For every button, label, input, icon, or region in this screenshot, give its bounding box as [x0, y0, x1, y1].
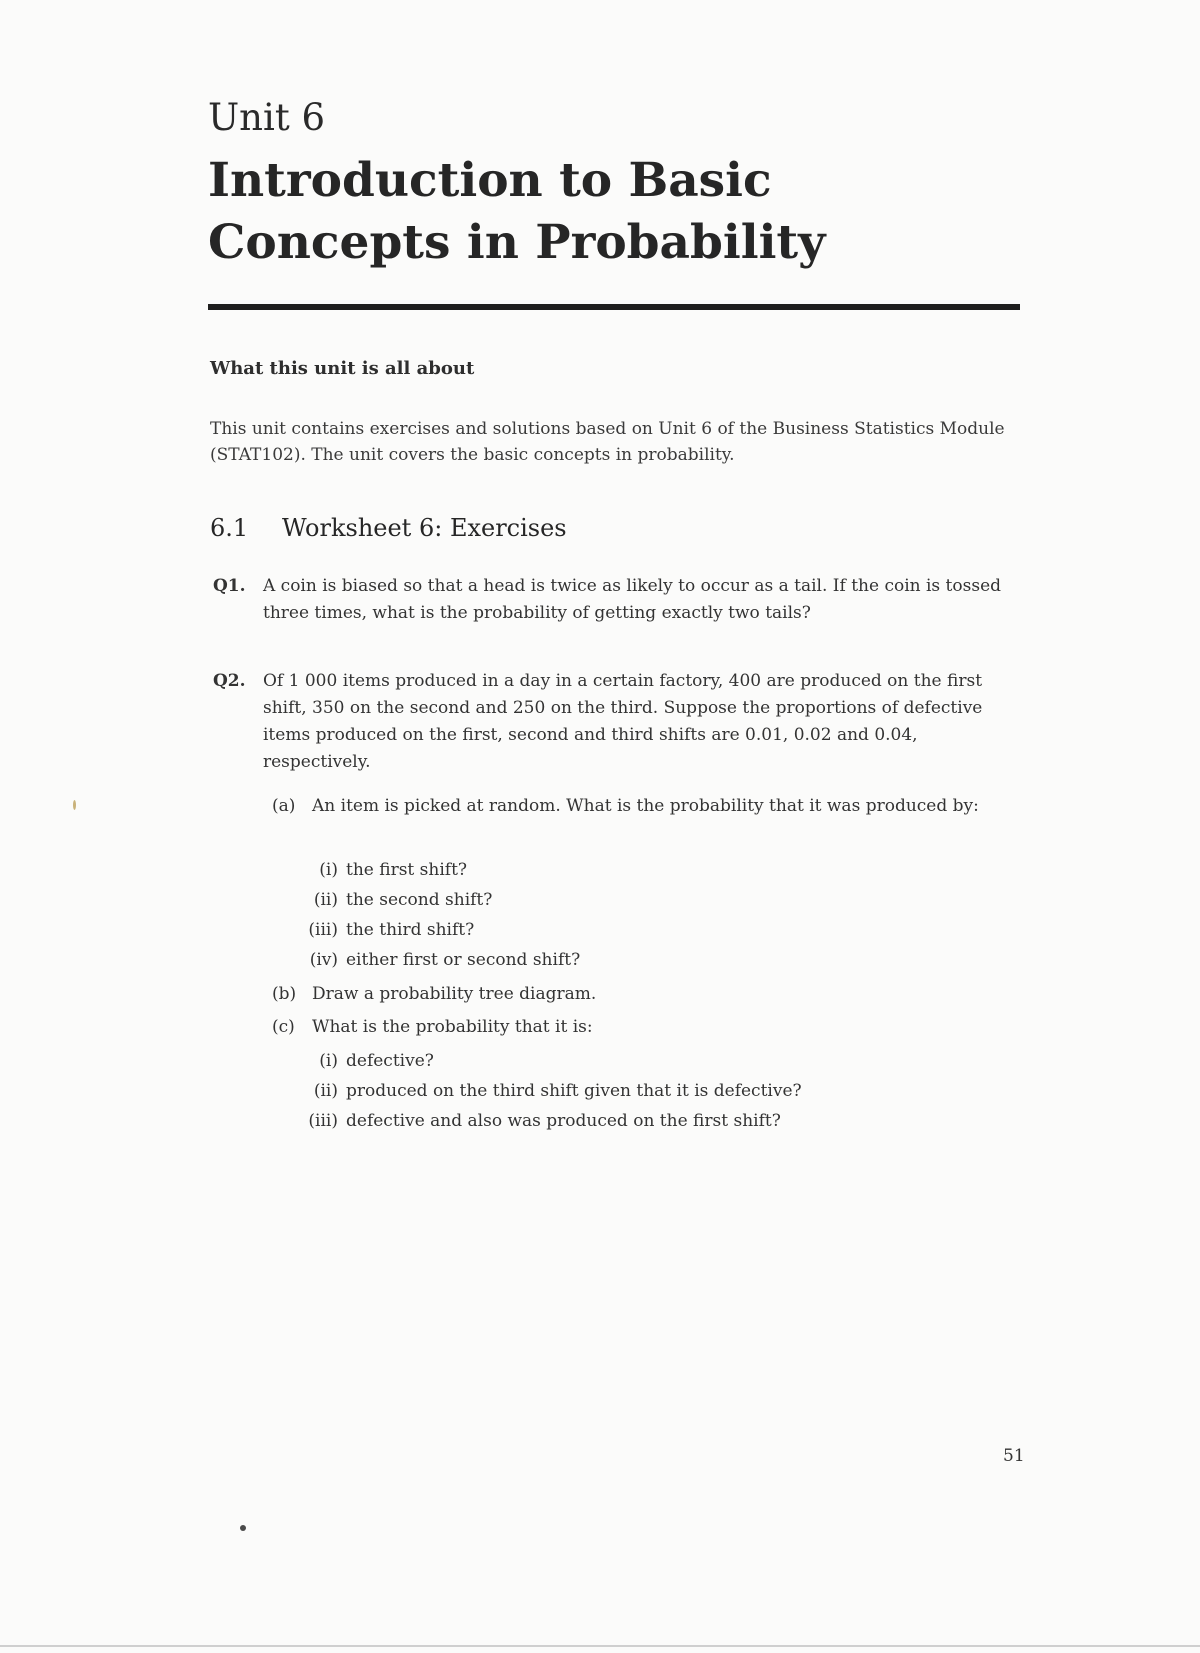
- section-number: 6.1: [210, 514, 249, 542]
- question-label: Q2.: [213, 671, 246, 691]
- question-2: [213, 668, 1023, 776]
- chapter-title: Introduction to Basic Concepts in Probability: [208, 153, 826, 270]
- subpart-text: the first shift?: [346, 860, 468, 880]
- subpart-label: (ii): [313, 890, 338, 910]
- about-heading: What this unit is all about: [210, 358, 475, 379]
- subpart-label: (ii): [313, 1081, 338, 1101]
- subpart-text: the third shift?: [346, 920, 475, 940]
- question-1: [213, 573, 1023, 627]
- question-part-b: [272, 981, 1024, 1008]
- subpart-text: defective and also was produced on the first shift?: [346, 1111, 781, 1131]
- subpart-a-i: [296, 857, 936, 884]
- part-text: An item is picked at random. What is the probability that it was produced by:: [312, 796, 979, 816]
- question-part-a: [272, 793, 1024, 820]
- section-heading: [210, 514, 567, 542]
- chapter-title-rule: [208, 304, 1020, 310]
- subpart-c-iii: [296, 1108, 936, 1135]
- subpart-c-ii: [296, 1078, 936, 1105]
- question-text: A coin is biased so that a head is twice as likely to occur as a tail. If the coin is tossed three times, what is the probability of getting exactly two tails?: [263, 576, 1002, 623]
- scan-bottom-edge: [0, 1645, 1200, 1647]
- part-text: What is the probability that it is:: [312, 1017, 593, 1037]
- subpart-text: defective?: [346, 1051, 434, 1071]
- question-label: Q1.: [213, 576, 246, 596]
- unit-label: Unit 6: [208, 96, 326, 139]
- scan-speck: [73, 800, 76, 810]
- subpart-label: (i): [319, 860, 338, 880]
- part-label: (b): [272, 984, 297, 1004]
- subpart-text: either first or second shift?: [346, 950, 581, 970]
- section-title: Worksheet 6: Exercises: [282, 514, 567, 542]
- subpart-label: (iii): [308, 920, 338, 940]
- subpart-label: (iv): [309, 950, 338, 970]
- part-label: (c): [272, 1017, 295, 1037]
- part-text: Draw a probability tree diagram.: [312, 984, 597, 1004]
- intro-paragraph: This unit contains exercises and solutions based on Unit 6 of the Business Statistics Module (STAT102). The unit covers the basic concepts in probability.: [210, 419, 1005, 465]
- scan-speck: [240, 1525, 246, 1531]
- question-text: Of 1 000 items produced in a day in a certain factory, 400 are produced on the first shift, 350 on the second and 250 on the third. Suppose the proportions of defective items produced on the first, second and third shifts are 0.01, 0.02 and 0.04, respectively.: [263, 671, 983, 772]
- subpart-a-iii: [296, 917, 936, 944]
- subpart-text: the second shift?: [346, 890, 493, 910]
- subpart-a-ii: [296, 887, 936, 914]
- part-label: (a): [272, 796, 296, 816]
- subpart-label: (i): [319, 1051, 338, 1071]
- subpart-c-i: [296, 1048, 936, 1075]
- question-part-c: [272, 1014, 1024, 1041]
- subpart-text: produced on the third shift given that it is defective?: [346, 1081, 802, 1101]
- page-number: 51: [1003, 1446, 1025, 1466]
- subpart-label: (iii): [308, 1111, 338, 1131]
- subpart-a-iv: [296, 947, 936, 974]
